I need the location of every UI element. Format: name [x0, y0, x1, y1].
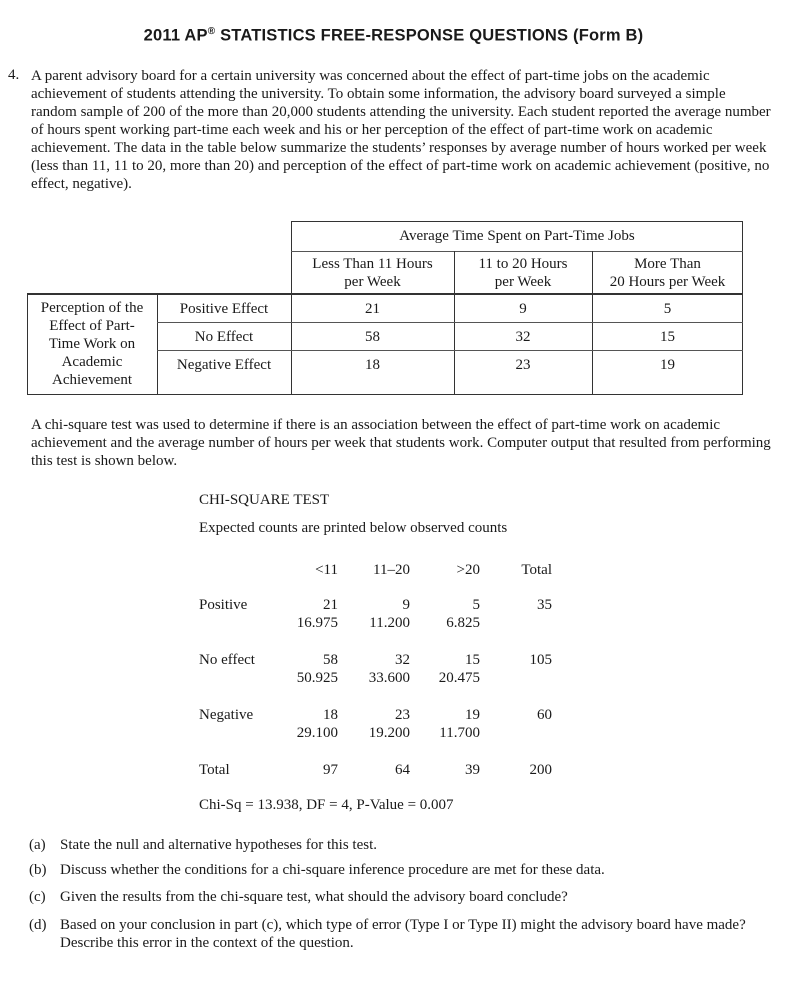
table-cell: 9	[519, 301, 527, 317]
output-row-label: Positive	[199, 597, 248, 613]
output-expected: 33.600	[368, 670, 410, 686]
col-header-11-20	[454, 255, 592, 291]
col-header-line: Less Than 11 Hours	[312, 256, 433, 272]
col-header-line: 20 Hours per Week	[609, 274, 726, 290]
top-header: Average Time Spent on Part-Time Jobs	[399, 228, 635, 244]
output-expected: 11.200	[369, 615, 410, 631]
side-label-line: Perception of the	[40, 300, 144, 316]
side-label-line: Academic	[61, 354, 123, 370]
col-header-line: More Than	[634, 256, 701, 272]
output-col-header: >20	[456, 562, 480, 578]
question-number: 4.	[8, 67, 20, 83]
output-col-total: 39	[465, 762, 480, 778]
output-observed: 19	[465, 707, 480, 723]
output-expected: 16.975	[296, 615, 338, 631]
part-label: (a)	[29, 837, 46, 853]
table-cell: 23	[515, 357, 531, 373]
row-label-no-effect: No Effect	[194, 329, 254, 345]
output-observed: 15	[465, 652, 480, 668]
output-row-label: No effect	[199, 652, 255, 668]
output-expected: 6.825	[446, 615, 480, 631]
header-divider	[291, 251, 743, 252]
output-observed: 5	[472, 597, 480, 613]
output-observed: 18	[323, 707, 338, 723]
output-stat-line: Chi-Sq = 13.938, DF = 4, P-Value = 0.007	[199, 797, 454, 813]
col-header-line: per Week	[344, 274, 401, 290]
output-col-header: Total	[521, 562, 552, 578]
table-cell: 21	[365, 301, 380, 317]
registered-mark: ®	[207, 26, 216, 37]
side-label-line: Time Work on	[48, 336, 136, 352]
output-observed: 9	[402, 597, 410, 613]
output-grand-total: 200	[529, 762, 552, 778]
row-divider	[157, 322, 743, 323]
col-header-line: 11 to 20 Hours	[478, 256, 568, 272]
part-text: Based on your conclusion in part (c), which type of error (Type I or Type II) might the advisory board have made? Describe this error in the context of the question.	[60, 917, 746, 951]
part-text: Discuss whether the conditions for a chi-square inference procedure are met for these data.	[60, 862, 605, 878]
header-title-prefix: 2011 AP	[143, 26, 208, 45]
observed-table	[27, 221, 743, 395]
page-header	[0, 26, 787, 46]
table-cell: 18	[365, 357, 380, 373]
side-label-line: Effect of Part-	[49, 318, 135, 334]
output-expected: 20.475	[438, 670, 480, 686]
output-col-header: 11–20	[373, 562, 410, 578]
output-observed: 21	[323, 597, 338, 613]
output-col-total: 64	[395, 762, 410, 778]
output-observed: 32	[395, 652, 410, 668]
table-cell: 15	[660, 329, 675, 345]
output-col-total: 97	[323, 762, 338, 778]
part-label: (d)	[29, 917, 47, 933]
row-label-negative: Negative Effect	[176, 357, 272, 373]
table-cell: 5	[663, 301, 672, 317]
part-text: Given the results from the chi-square test, what should the advisory board conclude?	[60, 889, 568, 905]
output-expected: 11.700	[439, 725, 480, 741]
col-header-line: per Week	[494, 274, 552, 290]
output-row-total: 105	[529, 652, 552, 668]
output-expected: 29.100	[296, 725, 338, 741]
col-header-more-20	[592, 255, 743, 291]
output-total-label: Total	[199, 762, 230, 778]
side-label-line: Achievement	[52, 372, 132, 388]
header-title-suffix: STATISTICS FREE-RESPONSE QUESTIONS (Form B)	[215, 26, 644, 45]
output-row-label: Negative	[199, 707, 254, 723]
table-cell: 58	[365, 329, 380, 345]
output-expected: 50.925	[296, 670, 338, 686]
output-expected: 19.200	[368, 725, 410, 741]
part-label: (b)	[29, 862, 47, 878]
question-intro: A parent advisory board for a certain university was concerned about the effect of part-time jobs on the academic achievement of students attending the university. To obtain some information, the advisory board surveyed a simple random sample of 200 of the more than 20,000 students attending the university. Each student reported the average number of hours spent working part-time each week and his or her perception of the effect of part-time work on academic achievement. The data in the table below summarize the students’ responses by average number of hours worked per week (less than 11, 11 to 20, more than 20) and perception of the effect of part-time work on academic achievement (positive, no effect, negative).	[31, 68, 771, 192]
part-label: (c)	[29, 889, 46, 905]
row-divider	[157, 350, 743, 351]
output-observed: 23	[395, 707, 410, 723]
question-middle: A chi-square test was used to determine if there is an association between the effect of part-time work on academic achievement and the average number of hours per week that students work. Computer output that resulted from performing this test is shown below.	[31, 417, 771, 469]
output-title: CHI-SQUARE TEST	[199, 492, 330, 508]
row-frame-top	[27, 293, 743, 295]
output-col-header: <11	[315, 562, 338, 578]
table-cell: 19	[660, 357, 675, 373]
side-label	[27, 299, 157, 389]
table-cell: 32	[515, 329, 531, 345]
col-header-less-11	[291, 255, 454, 291]
output-subtitle: Expected counts are printed below observed counts	[199, 520, 508, 536]
output-observed: 58	[323, 652, 338, 668]
row-label-positive: Positive Effect	[179, 301, 269, 317]
output-row-total: 60	[537, 707, 552, 723]
part-text: State the null and alternative hypotheses for this test.	[60, 837, 378, 853]
output-row-total: 35	[537, 597, 552, 613]
